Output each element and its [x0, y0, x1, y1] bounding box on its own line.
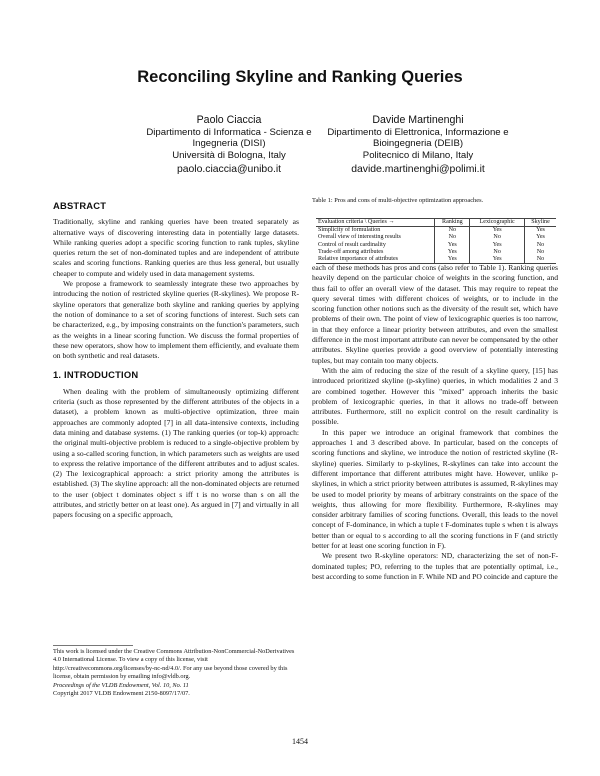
right-column [312, 263, 558, 582]
table-row [316, 249, 556, 256]
author-name: Paolo Ciaccia [196, 114, 262, 126]
table-cell: Yes [470, 242, 525, 249]
table-header-cell: Lexicographic [470, 219, 525, 227]
table-cell: Control of result cardinality [318, 241, 386, 248]
left-column [53, 197, 299, 521]
table-cell: Yes [435, 242, 470, 249]
table-row [316, 234, 556, 241]
table-cell: Yes [525, 227, 557, 235]
author-email[interactable]: paolo.ciaccia@unibo.it [176, 164, 282, 176]
footnote-rule [53, 645, 133, 646]
body-paragraph: each of these methods has pros and cons (also refer to Table 1). Ranking queries heavily depend on the particular choice of weights in the scoring function, and thus fail to offer an overall view of the dataset. This may require to repeat the query several times with different choices of weights, or to include in the scoring function other notions such as the diversity of the result set, which have problems of their own. The point of view of lexicographic queries is too narrow, in that they enforce a linear priority between attributes, and even the smallest difference in the most important attribute can never be compensated by the other attributes. Skyline queries provide a good overview of potentially interesting tuples, but may contain too many objects. [312, 263, 558, 365]
author-affiliation: Dipartimento di Elettronica, Informazione e [327, 126, 509, 138]
page-number: 1454 [292, 737, 308, 746]
table-cell: No [470, 234, 525, 241]
pros-cons-table [316, 218, 556, 264]
author-affiliation: Ingegneria (DISI) [192, 138, 266, 150]
body-paragraph: We present two R-skyline operators: ND, characterizing the set of non-F-dominated tuples; PO, referring to the tuples that are potentially optimal, i.e., best according to some function in F. While ND and PO coincide and capture the [312, 551, 558, 581]
table-cell: No [435, 227, 470, 235]
table-header-cell: Evaluation criteria \ Queries → [316, 219, 435, 227]
table-header-row [316, 219, 556, 227]
footnote [53, 645, 299, 698]
table-cell: Yes [525, 234, 557, 241]
body-paragraph: In this paper we introduce an original framework that combines the approaches 1 and 3 described above. In particular, based on the concepts of scoring functions and skyline, we introduce the notion of restricted skyline (R-skyline) queries. Similarly to p-skylines, R-skylines can take into account the different importance that different attributes might have. However, unlike p-skylines, in which a strict priority between attributes is assumed, R-skylines may be used to model priority by means of arbitrary constraints on the space of the weights, thus allowing for more flexibility. Furthermore, R-skylines may consider arbitrary families of scoring functions. Overall, this leads to the novel concept of F-dominance, in which a tuple t F-dominates tuple s when t is always better than or equal to s according to all the scoring functions in F (and strictly better for at least one scoring function in F). [312, 427, 558, 551]
table-cell: Relative importance of attributes [316, 256, 435, 264]
author-name: Davide Martinenghi [372, 114, 464, 126]
body-paragraph: With the aim of reducing the size of the result of a skyline query, [15] has introduced prioritized skyline (p-skyline) queries, in which modalities 2 and 3 are combined together. However this "mixed" approach inherits the basic problem of lexicographic queries, in that it allows no trade-off between attributes. Furthermore, still no explicit control on the result cardinality is possible. [312, 365, 558, 427]
table-cell: Overall view of interesting results [318, 234, 401, 241]
author-block [293, 115, 543, 176]
author-affiliation: Bioingegneria (DEIB) [372, 138, 464, 150]
author-email[interactable]: davide.martinenghi@polimi.it [351, 164, 485, 176]
abstract-heading: ABSTRACT [53, 200, 107, 211]
table-cell: Trade-off among attributes [318, 248, 384, 255]
author-affiliation: Università di Bologna, Italy [172, 149, 286, 161]
table-cell: No [470, 249, 525, 256]
table-cell: No [525, 256, 557, 264]
table-header-cell: Skyline [525, 219, 557, 227]
body-paragraph: When dealing with the problem of simultaneously optimizing different criteria (such as those represented by the different attributes of the objects in a dataset), a problem known as multi-objective optimization, three main approaches are commonly adopted [7] in all data-intensive contexts, including data mining and database systems. (1) The ranking queries (or top-k) approach: the original multi-objective problem is reduced to a single-objective problem by using a so-called scoring function, in which parameters such as weights are used to express the relative importance of the different attributes and to adjust scales. (2) The lexicographical approach: a strict priority among the attributes is established. (3) The skyline approach: all the non-dominated objects are returned to the user (object t dominates object s iff t is no worse than s on all the attributes, and strictly better on at least one). As argued in [7] and virtually in all papers focusing on a specific approach, [53, 386, 299, 520]
copyright-note: Copyright 2017 VLDB Endowment 2150-8097/17/07. [53, 690, 190, 698]
abstract-paragraph: Traditionally, skyline and ranking queries have been treated separately as alternative ways of discovering interesting data in potentially large datasets. While ranking queries adopt a specific scoring function to rank tuples, skyline queries return the set of non-dominated tuples and are independent of attribute scales and scoring functions. Ranking queries are thus less general, but usually cheaper to compute and widely used in data management systems. [53, 217, 299, 278]
table-cell: Yes [470, 256, 525, 264]
table-row [316, 242, 556, 249]
author-affiliation: Politecnico di Milano, Italy [362, 149, 474, 161]
paper-title: Reconciling Skyline and Ranking Queries [137, 68, 463, 86]
table-cell: No [435, 234, 470, 241]
author-affiliation: Dipartimento di Informatica - Scienza e [146, 126, 312, 138]
table-cell: No [525, 249, 557, 256]
table-header-cell: Ranking [435, 219, 470, 227]
proceedings-note: Proceedings of the VLDB Endowment, Vol. 10, No. 11 [53, 681, 189, 689]
abstract-paragraph: We propose a framework to seamlessly integrate these two approaches by introducing the notion of restricted skyline queries (R-skylines). We propose R-skyline operators that generalize both skyline and ranking queries by applying the notion of dominance to a set of scoring functions of interest. Such sets can be characterized, e.g., by imposing constraints on the function's parameters, such as the weights in a linear scoring function. We discuss the formal properties of these new operators, show how to implement them efficiently, and evaluate them on both synthetic and real datasets. [53, 279, 299, 361]
license-note: This work is licensed under the Creative Commons Attribution-NonCommercial-NoDerivatives 4.0 International License. To view a copy of this license, visit http://creativecommons.org/licenses/by-nc-nd/4.0/. For any use beyond those covered by this license, obtain permission by emailing info@vldb.org. [53, 648, 295, 681]
table-cell: No [525, 242, 557, 249]
table-cell: Simplicity of formulation [318, 227, 381, 234]
table-caption: Table 1: Pros and cons of multi-objective optimization approaches. [312, 197, 484, 204]
table-cell: Yes [435, 249, 470, 256]
table-cell: Yes [435, 256, 470, 264]
section-heading: 1. INTRODUCTION [53, 369, 139, 381]
table-cell: Yes [470, 227, 525, 235]
